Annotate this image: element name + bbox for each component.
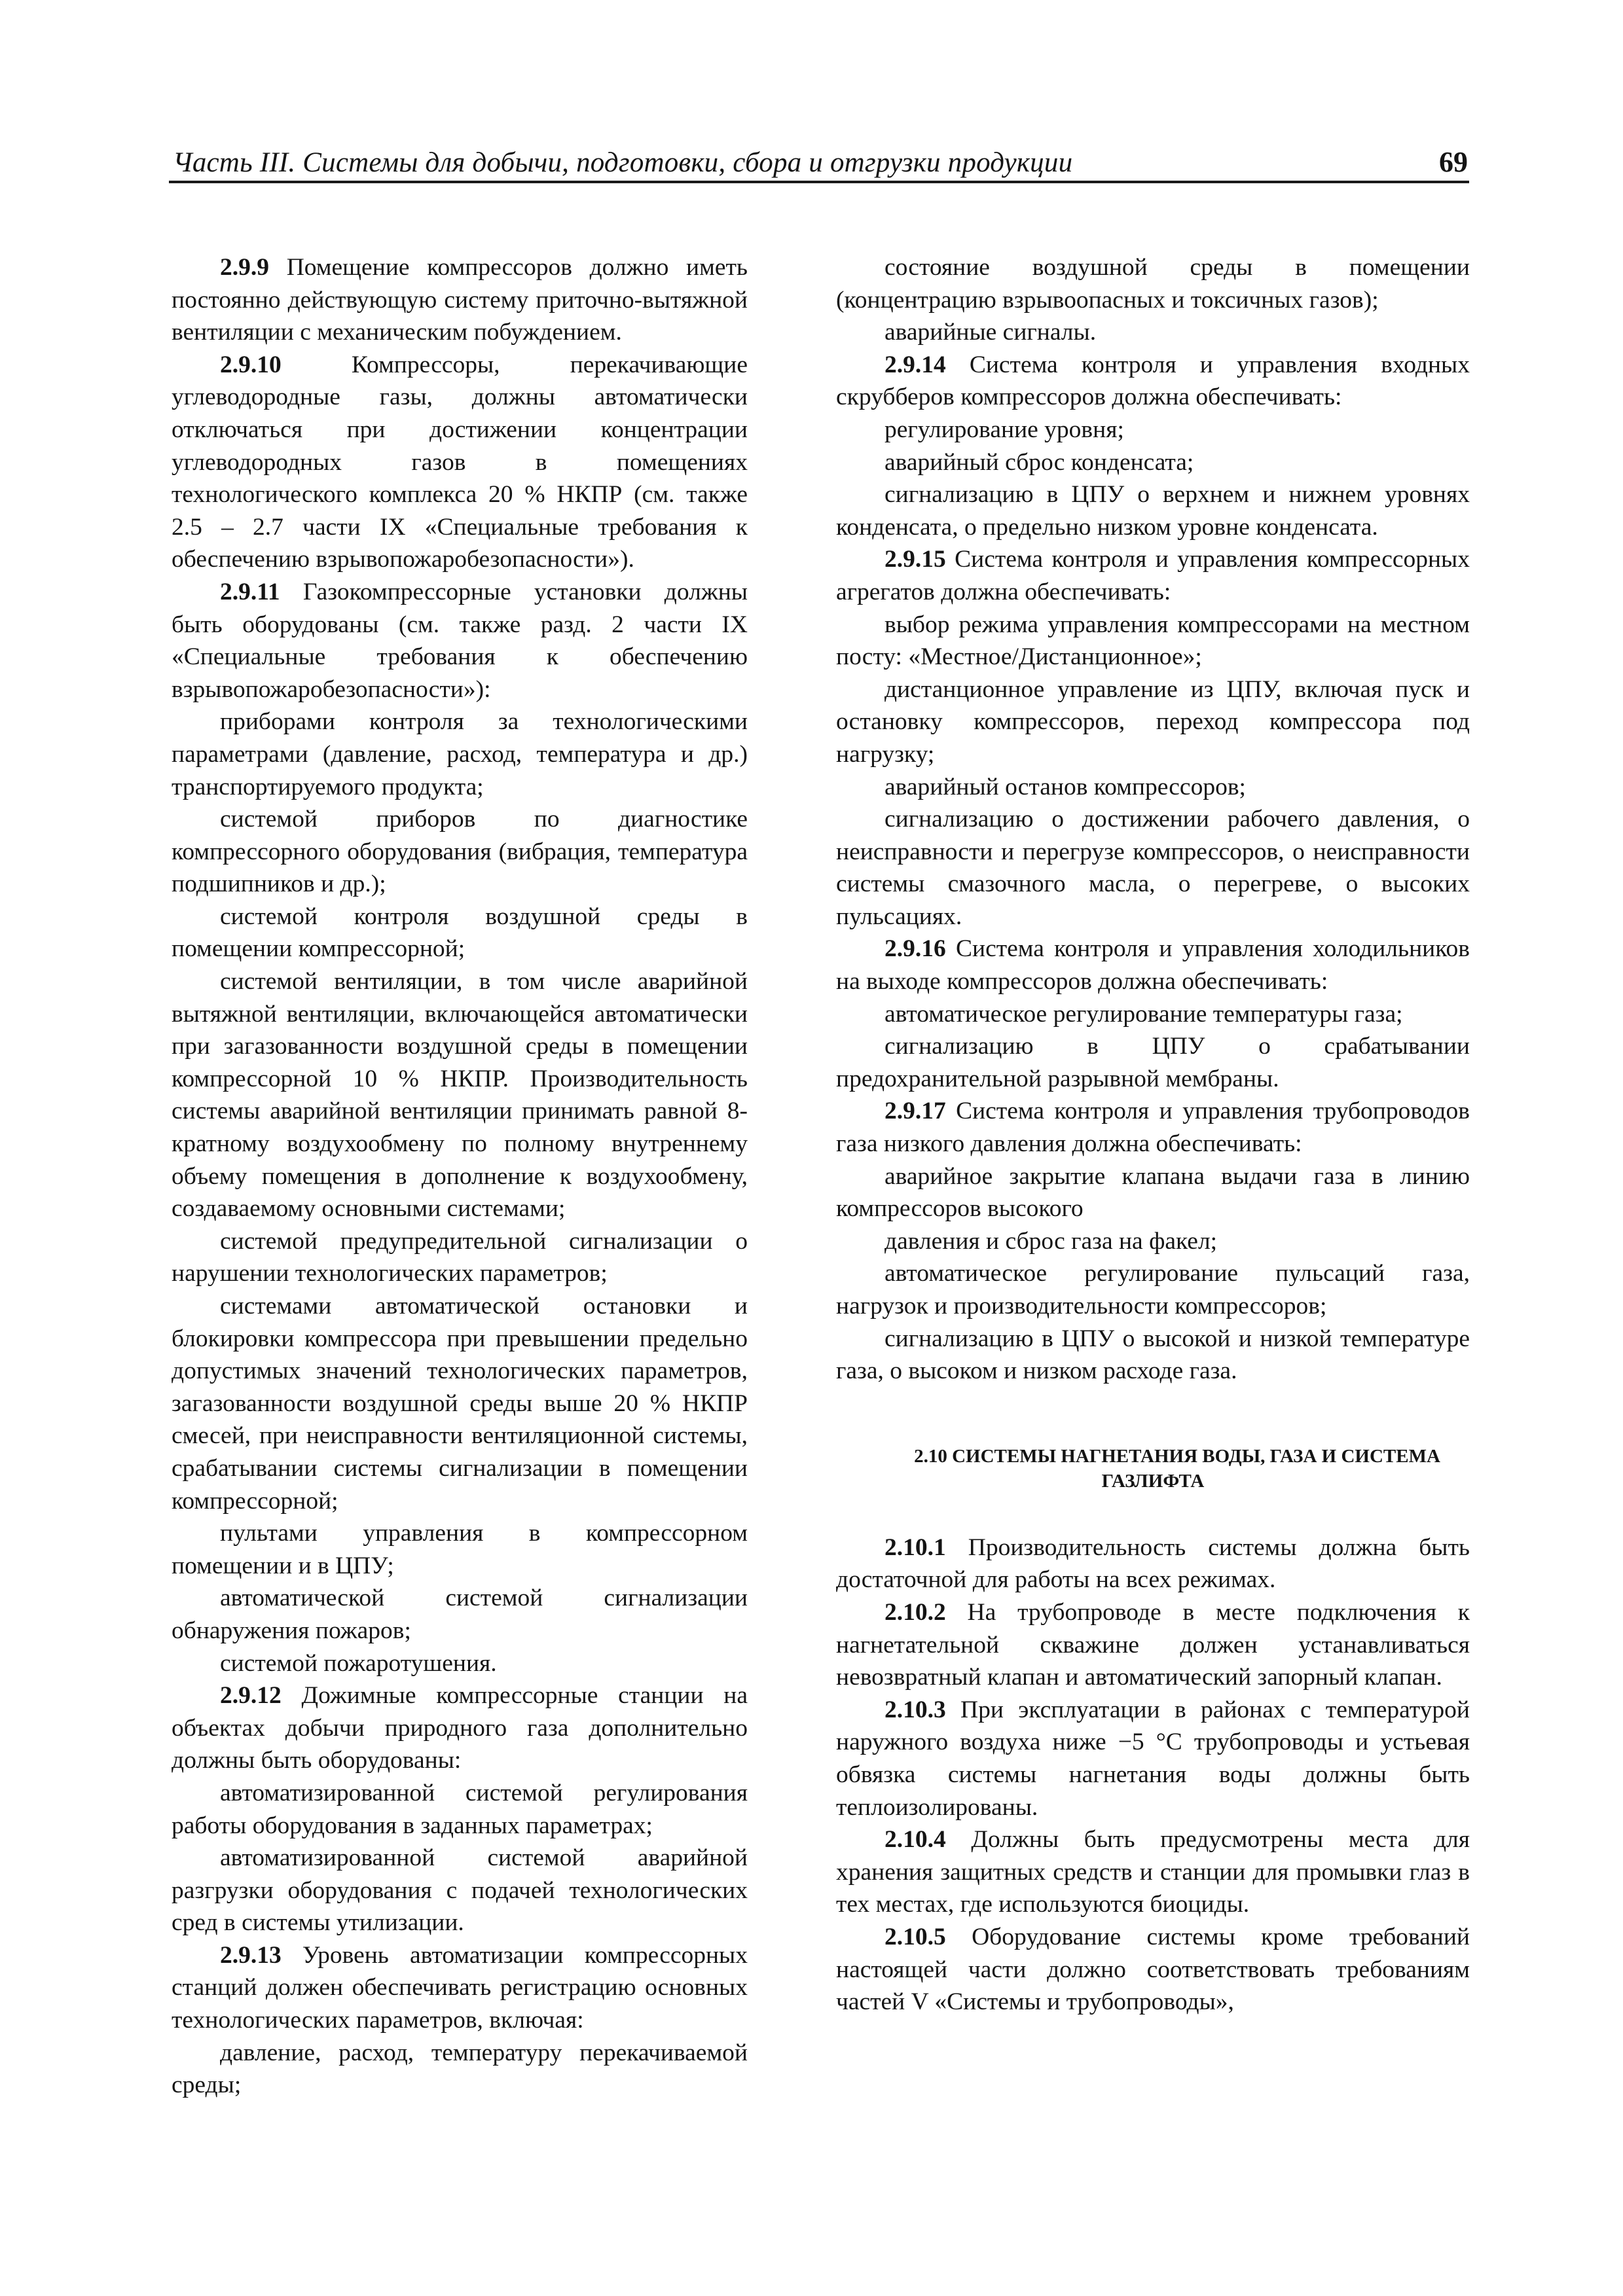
paragraph	[172, 1842, 748, 1939]
paragraph-text: Система контроля и управления входных скрубберов компрессоров должна обеспечивать:	[836, 351, 1470, 411]
clause-number: 2.10.4	[884, 1826, 946, 1854]
numbered-paragraph	[172, 251, 748, 349]
clause-number: 2.10.2	[884, 1598, 946, 1626]
paragraph-text: аварийный сброс конденсата;	[884, 448, 1194, 476]
page-number: 69	[1439, 146, 1468, 178]
paragraph	[836, 803, 1470, 933]
clause-number: 2.9.15	[884, 546, 946, 573]
section-heading: 2.10 СИСТЕМЫ НАГНЕТАНИЯ ВОДЫ, ГАЗА И СИСТЕМА ГАЗЛИФТА	[914, 1445, 1440, 1492]
paragraph-text: сигнализацию о достижении рабочего давления, о неисправности и перегрузе компрессоров, о неисправности системы смазочного масла, о перегреве, о высоких пульсациях.	[836, 806, 1470, 930]
paragraph	[836, 1225, 1470, 1258]
paragraph-text: давление, расход, температуру перекачиваемой среды;	[172, 2039, 748, 2099]
paragraph-text: Система контроля и управления компрессорных агрегатов должна обеспечивать:	[836, 546, 1470, 605]
paragraph	[836, 446, 1470, 479]
numbered-paragraph	[836, 1596, 1470, 1694]
paragraph	[172, 1582, 748, 1647]
clause-number: 2.10.5	[884, 1923, 946, 1950]
paragraph	[836, 1030, 1470, 1095]
paragraph-text: Дожимные компрессорные станции на объектах добычи природного газа дополнительно должны быть оборудованы:	[172, 1682, 748, 1774]
clause-number: 2.9.10	[220, 351, 282, 378]
numbered-paragraph	[172, 1679, 748, 1777]
numbered-paragraph	[836, 1823, 1470, 1921]
paragraph-text: сигнализацию в ЦПУ о срабатывании предохранительной разрывной мембраны.	[836, 1033, 1470, 1092]
paragraph	[836, 251, 1470, 316]
paragraph-text: автоматическое регулирование пульсаций газа, нагрузок и производительности компрессоров;	[836, 1260, 1470, 1319]
numbered-paragraph	[172, 576, 748, 706]
paragraph	[172, 706, 748, 803]
paragraph-text: аварийный останов компрессоров;	[884, 773, 1246, 800]
paragraph-text: автоматизированной системой аварийной разгрузки оборудования с подачей технологических сред в системы утилизации.	[172, 1844, 748, 1937]
paragraph-text: Помещение компрессоров должно иметь постоянно действующую систему приточно-вытяжной вентиляции с механическим побуждением.	[172, 254, 748, 346]
clause-number: 2.9.17	[884, 1098, 946, 1125]
paragraph-text: системой контроля воздушной среды в помещении компрессорной;	[172, 903, 748, 963]
numbered-paragraph	[172, 1939, 748, 2037]
paragraph	[836, 1160, 1470, 1225]
paragraph	[172, 1225, 748, 1290]
clause-number: 2.9.14	[884, 351, 946, 378]
paragraph	[836, 414, 1470, 446]
paragraph-text: выбор режима управления компрессорами на местном посту: «Местное/Дистанционное»;	[836, 611, 1470, 671]
paragraph-text: сигнализацию в ЦПУ о высокой и низкой температуре газа, о высоком и низком расходе газа.	[836, 1325, 1470, 1385]
paragraph-text: автоматическое регулирование температуры газа;	[884, 1000, 1403, 1028]
paragraph-text: На трубопроводе в месте подключения к нагнетательной скважине должен устанавливаться невозвратный клапан и автоматический запорный клапан.	[836, 1598, 1470, 1691]
clause-number: 2.10.3	[884, 1696, 946, 1723]
paragraph	[172, 1290, 748, 1517]
paragraph-text: Уровень автоматизации компрессорных станций должен обеспечивать регистрацию основных технологических параметров, включая:	[172, 1941, 748, 2034]
paragraph	[172, 965, 748, 1225]
paragraph-text: системой вентиляции, в том числе аварийной вытяжной вентиляции, включающейся автоматически при загазованности воздушной среды в помещении компрессорной 10 % НКПР. Производительность системы аварийной вентиляции принимать равной 8-кратному воздухообмену по полному внутреннему объему помещения в дополнение к воздухообмену, создаваемому основными системами;	[172, 968, 748, 1223]
paragraph	[172, 1647, 748, 1680]
paragraph	[172, 1517, 748, 1582]
paragraph-text: состояние воздушной среды в помещении (концентрацию взрывоопасных и токсичных газов);	[836, 254, 1470, 314]
numbered-paragraph	[836, 1694, 1470, 1823]
paragraph-text: автоматической системой сигнализации обнаружения пожаров;	[172, 1585, 748, 1644]
numbered-paragraph	[836, 1921, 1470, 2018]
numbered-paragraph	[172, 349, 748, 576]
paragraph-text: системой пожаротушения.	[220, 1649, 497, 1677]
paragraph-text: аварийное закрытие клапана выдачи газа в линию компрессоров высокого	[836, 1162, 1470, 1223]
paragraph-text: Должны быть предусмотрены места для хранения защитных средств и станции для промывки глаз в тех местах, где используются биоциды.	[836, 1826, 1470, 1918]
running-header-title: Часть III. Системы для добычи, подготовки, сбора и отгрузки продукции	[173, 147, 1073, 178]
paragraph-text: дистанционное управление из ЦПУ, включая пуск и остановку компрессоров, переход компрессора под нагрузку;	[836, 675, 1470, 768]
clause-number: 2.9.16	[884, 935, 946, 963]
numbered-paragraph	[836, 543, 1470, 608]
numbered-paragraph	[836, 933, 1470, 997]
paragraph	[172, 1777, 748, 1842]
paragraph-text: Компрессоры, перекачивающие углеводородные газы, должны автоматически отключаться при достижении концентрации углеводородных газов в помещениях технологического комплекса 20 % НКПР (см. также 2.5 – 2.7 части IX «Специальные требования к обеспечению взрывопожаробезопасности»).	[172, 351, 748, 573]
left-column	[172, 251, 748, 2102]
paragraph-text: Оборудование системы кроме требований настоящей части должно соответствовать требованиям частей V «Системы и трубопроводы»,	[836, 1923, 1470, 2016]
running-header	[169, 145, 1469, 183]
paragraph	[836, 1257, 1470, 1322]
paragraph-text: автоматизированной системой регулирования работы оборудования в заданных параметрах;	[172, 1779, 748, 1839]
paragraph	[836, 1323, 1470, 1388]
paragraph	[836, 478, 1470, 543]
clause-number: 2.9.12	[220, 1682, 282, 1710]
clause-number: 2.10.1	[884, 1534, 946, 1561]
paragraph-text: Газокомпрессорные установки должны быть оборудованы (см. также разд. 2 части IX «Специальные требования к обеспечению взрывопожаробезопасности»):	[172, 578, 748, 703]
paragraph	[836, 998, 1470, 1031]
paragraph-text: Система контроля и управления холодильников на выходе компрессоров должна обеспечивать:	[836, 935, 1470, 996]
paragraph-text: системой приборов по диагностике компрессорного оборудования (вибрация, температура подшипников и др.);	[172, 806, 748, 898]
paragraph-text: приборами контроля за технологическими параметрами (давление, расход, температура и др.) транспортируемого продукта;	[172, 708, 748, 800]
paragraph	[836, 316, 1470, 349]
numbered-paragraph	[836, 1095, 1470, 1160]
paragraph-text: системами автоматической остановки и блокировки компрессора при превышении предельно допустимых значений технологических параметров, загазованности воздушной среды выше 20 % НКПР смесей, при неисправности вентиляционной системы, срабатывании системы сигнализации в помещении компрессорной;	[172, 1293, 748, 1515]
paragraph-text: давления и сброс газа на факел;	[884, 1227, 1218, 1255]
numbered-paragraph	[836, 349, 1470, 414]
paragraph	[836, 673, 1470, 771]
paragraph-text: пультами управления в компрессорном помещении и в ЦПУ;	[172, 1520, 748, 1579]
right-column	[836, 251, 1470, 2018]
clause-number: 2.9.9	[220, 254, 269, 281]
paragraph-text: сигнализацию в ЦПУ о верхнем и нижнем уровнях конденсата, о предельно низком уровне конденсата.	[836, 481, 1470, 541]
numbered-paragraph	[836, 1532, 1470, 1596]
paragraph-text: системой предупредительной сигнализации о нарушении технологических параметров;	[172, 1227, 748, 1287]
clause-number: 2.9.13	[220, 1941, 282, 1969]
paragraph-text: аварийные сигналы.	[884, 319, 1097, 346]
paragraph-text: При эксплуатации в районах с температурой наружного воздуха ниже −5 °С трубопроводы и устьевая обвязка системы нагнетания воды должны быть теплоизолированы.	[836, 1696, 1470, 1821]
clause-number: 2.9.11	[220, 578, 280, 605]
paragraph	[836, 609, 1470, 673]
paragraph	[172, 803, 748, 901]
paragraph	[172, 2037, 748, 2102]
paragraph	[836, 771, 1470, 804]
paragraph-text: Система контроля и управления трубопроводов газа низкого давления должна обеспечивать:	[836, 1098, 1470, 1158]
paragraph-text: Производительность системы должна быть достаточной для работы на всех режимах.	[836, 1534, 1470, 1594]
paragraph-text: регулирование уровня;	[884, 416, 1124, 443]
paragraph	[172, 901, 748, 965]
